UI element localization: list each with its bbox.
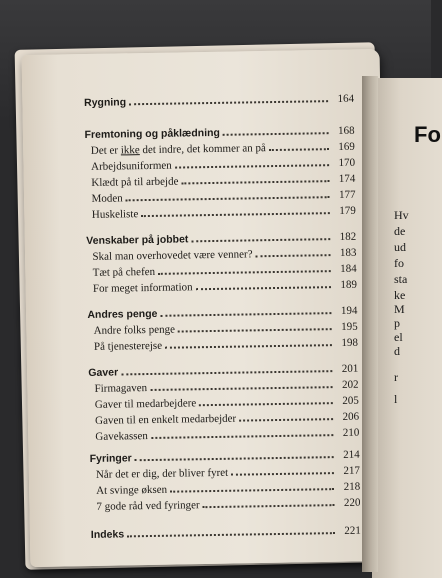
- right-page-line: fo: [394, 256, 404, 270]
- toc-page: 168: [337, 124, 355, 138]
- toc-item-label: Arbejdsuniformen: [91, 159, 172, 173]
- toc-page: 195: [341, 320, 358, 333]
- toc-page: 220: [343, 496, 361, 509]
- toc-page: 183: [339, 246, 357, 259]
- toc-page: 210: [342, 426, 360, 439]
- toc-item-label: For meget information: [92, 281, 193, 295]
- toc-item-label: Skal man overhovedet være venner?: [92, 248, 253, 263]
- right-page-line: ke: [394, 288, 406, 302]
- toc-page: 169: [338, 140, 355, 154]
- toc-section-title: Fyringer: [89, 452, 132, 465]
- toc-page: 179: [339, 204, 356, 218]
- toc-item-label: Tæt på chefen: [92, 265, 156, 279]
- toc-item-label: Det er ikke det indre, det kommer an på: [90, 142, 266, 157]
- right-page-line: ud: [394, 240, 406, 254]
- toc-item-label: Klædt på til arbejde: [91, 175, 179, 189]
- right-page-line: d: [394, 344, 400, 358]
- toc-section-title: Gaver: [88, 366, 119, 379]
- toc-item-label: På tjenesterejse: [93, 339, 163, 353]
- right-page-line: l: [394, 392, 398, 406]
- toc-page: 184: [340, 262, 357, 275]
- toc-page: 218: [343, 480, 361, 493]
- right-page-line: p: [394, 316, 400, 330]
- toc-item-label: Gaver til medarbejdere: [94, 397, 197, 411]
- toc-page: 174: [338, 172, 356, 186]
- toc-page: 198: [341, 336, 358, 349]
- toc-page: 217: [343, 464, 360, 477]
- toc-page: 189: [340, 278, 358, 291]
- toc-page: 177: [338, 188, 356, 202]
- toc-item-label: Moden: [91, 192, 123, 205]
- toc-section-title: Venskaber på jobbet: [86, 233, 189, 247]
- toc-item-label: Gavekassen: [95, 430, 148, 443]
- toc-page: 206: [342, 410, 360, 423]
- right-page-line: M: [394, 302, 405, 316]
- right-page-line: de: [394, 224, 406, 238]
- toc-section-title: Rygning: [84, 96, 127, 109]
- toc-page: 201: [341, 362, 359, 375]
- toc-page: 202: [341, 378, 359, 391]
- toc-item-label: Gaven til en enkelt medarbejder: [94, 412, 237, 427]
- toc-page: 214: [343, 448, 360, 461]
- right-page: [372, 78, 442, 578]
- toc-item-label: At svinge øksen: [96, 483, 168, 497]
- toc-page: 205: [342, 394, 359, 407]
- toc-section-title: Andres penge: [87, 307, 158, 321]
- toc-item-label: Når det er dig, der bliver fyret: [95, 466, 229, 481]
- right-page-line: el: [394, 330, 403, 344]
- toc-item-label: Huskeliste: [91, 208, 139, 221]
- right-page-line: sta: [394, 272, 408, 286]
- toc-page: 182: [339, 230, 357, 243]
- right-page-line: Hv: [394, 208, 409, 222]
- toc-page: 164: [337, 92, 355, 106]
- toc-page: 221: [344, 524, 361, 537]
- toc-page: 170: [338, 156, 356, 170]
- toc-item-label: 7 gode råd ved fyringer: [96, 499, 200, 513]
- right-page-heading: Fo: [414, 122, 441, 147]
- toc-page: 194: [340, 304, 358, 317]
- toc-item-label: Andre folks penge: [93, 323, 176, 337]
- toc-section-title: Indeks: [90, 528, 125, 541]
- book-gutter: [362, 76, 378, 572]
- toc-section-title: Fremtoning og påklædning: [84, 126, 221, 141]
- right-page-line: r: [394, 370, 398, 384]
- toc-item-label: Firmagaven: [94, 382, 148, 395]
